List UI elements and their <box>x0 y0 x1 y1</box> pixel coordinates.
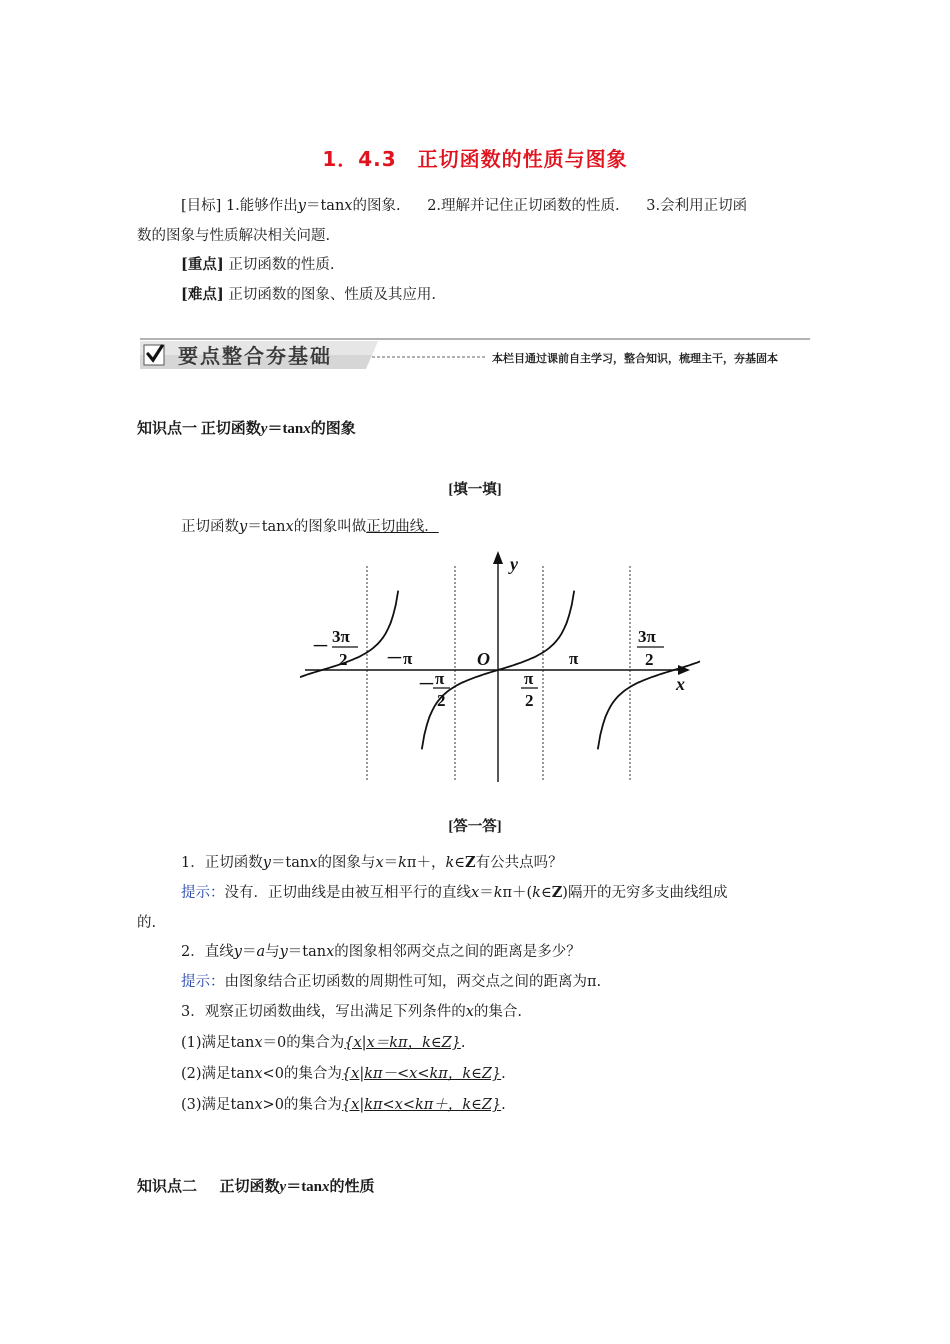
set-3: (3)满足tanx>0的集合为{x|kπ<x<kπ＋，k∈Z}. <box>181 1097 506 1113</box>
answer-2: 提示：由图象结合正切函数的周期性可知，两交点之间的距离为π. <box>181 974 602 990</box>
set-2-answer: {x|kπ－<x<kπ，k∈Z} <box>341 1066 502 1082</box>
banner-label: 要点整合夯基础 <box>178 344 332 368</box>
set-1-answer: {x|x＝kπ，k∈Z} <box>344 1035 461 1051</box>
banner-note: 本栏目通过课前自主学习，整合知识，梳理主干，夯基固本 <box>492 352 778 365</box>
tick-neg-pi-2-sign: － <box>418 675 435 694</box>
tick-neg-3pi-2-den: 2 <box>339 650 348 669</box>
question-1: 1．正切函数y＝tanx的图象与x＝kπ＋，k∈Z有公共点吗？ <box>181 854 563 871</box>
tick-neg-3pi-2-sign: － <box>312 637 329 656</box>
tick-pi: π <box>569 649 579 668</box>
target-tag: [目标] <box>181 198 222 214</box>
difficult-point-line: [难点] 正切函数的图象、性质及其应用. <box>181 286 436 303</box>
tick-neg-3pi-2-num: 3π <box>332 627 350 646</box>
fill-in-heading: [填一填] <box>448 482 502 498</box>
y-axis-label: y <box>510 554 518 574</box>
tick-pi-2-den: 2 <box>525 691 534 710</box>
fill-in-line: 正切函数y＝tanx的图象叫做正切曲线． <box>181 519 439 535</box>
question-3: 3．观察正切函数曲线，写出满足下列条件的x的集合. <box>181 1004 523 1020</box>
hint-label-2: 提示： <box>181 974 225 990</box>
section-banner <box>140 337 810 371</box>
page-title: 1．4.3 正切函数的性质与图象 <box>322 147 628 171</box>
tick-3pi-2-num: 3π <box>638 627 656 646</box>
tangent-graph <box>300 548 700 788</box>
difficult-tag: [难点] <box>181 286 224 303</box>
tick-neg-pi: －π <box>386 649 413 668</box>
goals-line-2: 数的图象与性质解决相关问题. <box>137 228 331 244</box>
set-3-answer: {x|kπ<x<kπ＋，k∈Z} <box>341 1097 502 1113</box>
kp2-heading: 知识点二 正切函数y＝tanx的性质 <box>137 1179 375 1195</box>
answer-1-cont: 的. <box>137 915 157 931</box>
set-1: (1)满足tanx＝0的集合为{x|x＝kπ，k∈Z}. <box>181 1035 466 1051</box>
answer-heading: [答一答] <box>448 819 502 835</box>
origin-label: O <box>477 649 490 669</box>
tick-3pi-2-den: 2 <box>645 650 654 669</box>
kp1-heading: 知识点一 正切函数y＝tanx的图象 <box>137 421 356 437</box>
question-2: 2．直线y＝a与y＝tanx的图象相邻两交点之间的距离是多少？ <box>181 944 581 960</box>
key-point-line: [重点] 正切函数的性质. <box>181 256 335 273</box>
y-axis-arrow <box>493 551 503 564</box>
fill-in-answer: 正切曲线． <box>366 519 439 535</box>
tick-neg-pi-2-den: 2 <box>437 691 446 710</box>
answer-1: 提示：没有．正切曲线是由被互相平行的直线x＝kπ＋(k∈Z)隔开的无穷多支曲线组成 <box>181 884 728 901</box>
key-tag: [重点] <box>181 256 224 273</box>
set-2: (2)满足tanx<0的集合为{x|kπ－<x<kπ，k∈Z}. <box>181 1066 506 1082</box>
goals-line-1: [目标] 1.能够作出y＝tanx的图象. 2.理解并记住正切函数的性质. 3.会利用正切函 <box>181 198 748 214</box>
tick-pi-2-num: π <box>524 669 534 688</box>
tick-neg-pi-2-num: π <box>435 669 445 688</box>
x-axis-label: x <box>676 674 685 694</box>
hint-label: 提示： <box>181 885 225 901</box>
